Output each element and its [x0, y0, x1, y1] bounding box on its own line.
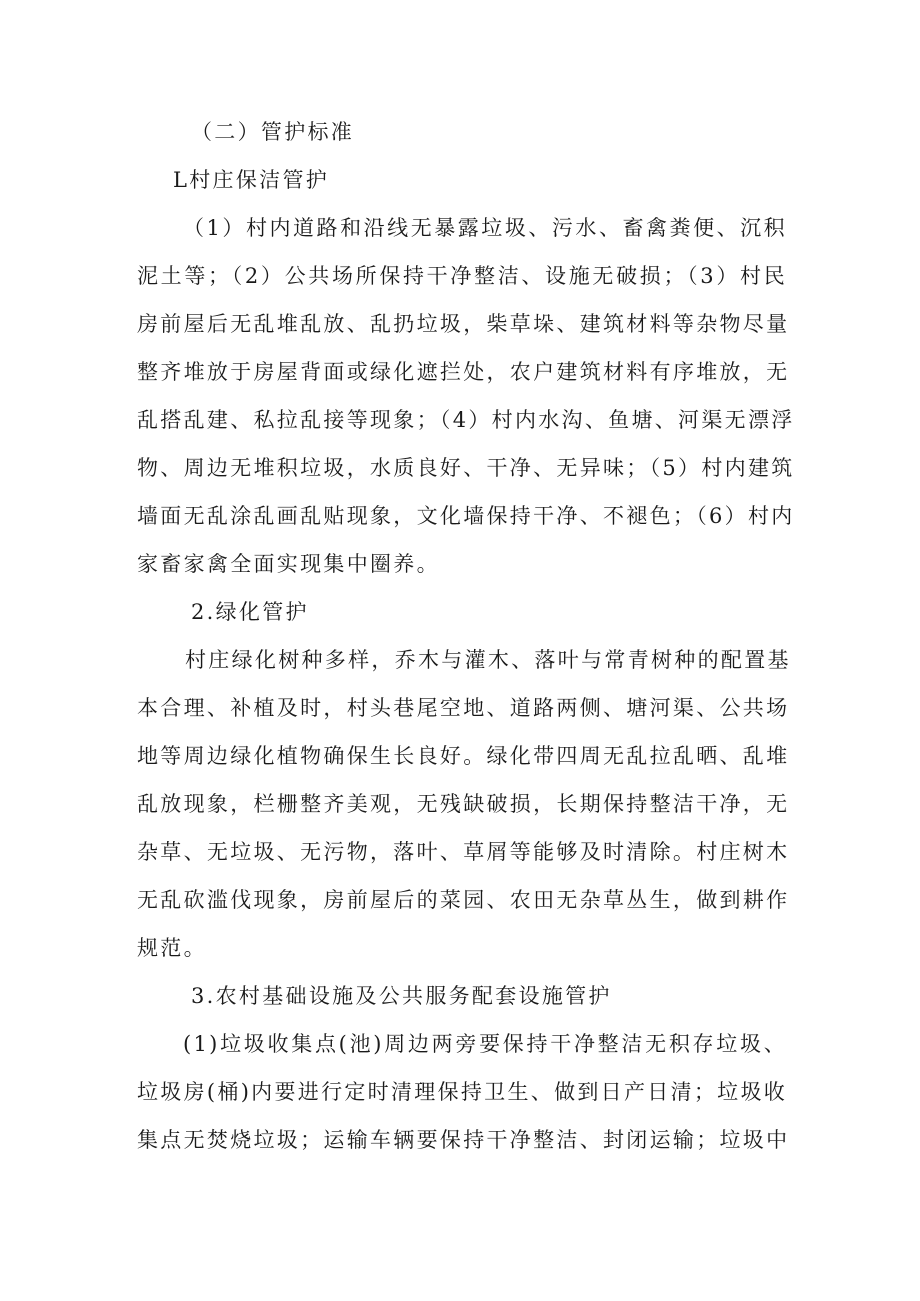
- item2-line: 杂草、无垃圾、无污物，落叶、草屑等能够及时清除。村庄树木: [137, 840, 790, 864]
- item1-line: 整齐堆放于房屋背面或绿化遮拦处，农户建筑材料有序堆放，无: [137, 360, 790, 384]
- item2-line: 地等周边绿化植物确保生长良好。绿化带四周无乱拉乱晒、乱堆: [137, 744, 790, 768]
- item1-line: （1）村内道路和沿线无暴露垃圾、污水、畜禽粪便、沉积: [183, 216, 787, 240]
- item3-line: 垃圾房(桶)内要进行定时清理保持卫生、做到日产日清；垃圾收: [137, 1080, 788, 1104]
- item1-line: 乱搭乱建、私拉乱接等现象；（4）村内水沟、鱼塘、河渠无漂浮: [137, 408, 795, 432]
- item3-line: (1)垃圾收集点(池)周边两旁要保持干净整洁无积存垃圾、: [183, 1032, 787, 1056]
- item2-line: 村庄绿化树种多样，乔木与灌木、落叶与常青树种的配置基: [185, 648, 791, 672]
- item2-line: 乱放现象，栏栅整齐美观，无残缺破损，长期保持整洁干净，无: [137, 792, 790, 816]
- item2-line: 无乱砍滥伐现象，房前屋后的菜园、农田无杂草丛生，做到耕作: [137, 888, 790, 912]
- item2-title: 2.绿化管护: [191, 600, 309, 624]
- item1-line: 家畜家禽全面实现集中圈养。: [137, 552, 440, 576]
- item3-line: 集点无焚烧垃圾；运输车辆要保持干净整洁、封闭运输；垃圾中: [137, 1128, 790, 1152]
- item1-line: 房前屋后无乱堆乱放、乱扔垃圾，柴草垛、建筑材料等杂物尽量: [137, 312, 790, 336]
- item2-line: 本合理、补植及时，村头巷尾空地、道路两侧、塘河渠、公共场: [137, 696, 790, 720]
- item1-line: 墙面无乱涂乱画乱贴现象，文化墙保持干净、不褪色；（6）村内: [137, 504, 795, 528]
- item1-title: L村庄保洁管护: [173, 168, 330, 192]
- item1-line: 物、周边无堆积垃圾，水质良好、干净、无异味；（5）村内建筑: [137, 456, 795, 480]
- item1-line: 泥土等；（2）公共场所保持干净整洁、设施无破损；（3）村民: [137, 264, 787, 288]
- item3-title: 3.农村基础设施及公共服务配套设施管护: [191, 984, 612, 1008]
- document-page: [137, 108, 795, 1164]
- section-heading: （二）管护标准: [191, 120, 355, 144]
- item2-line: 规范。: [137, 936, 207, 960]
